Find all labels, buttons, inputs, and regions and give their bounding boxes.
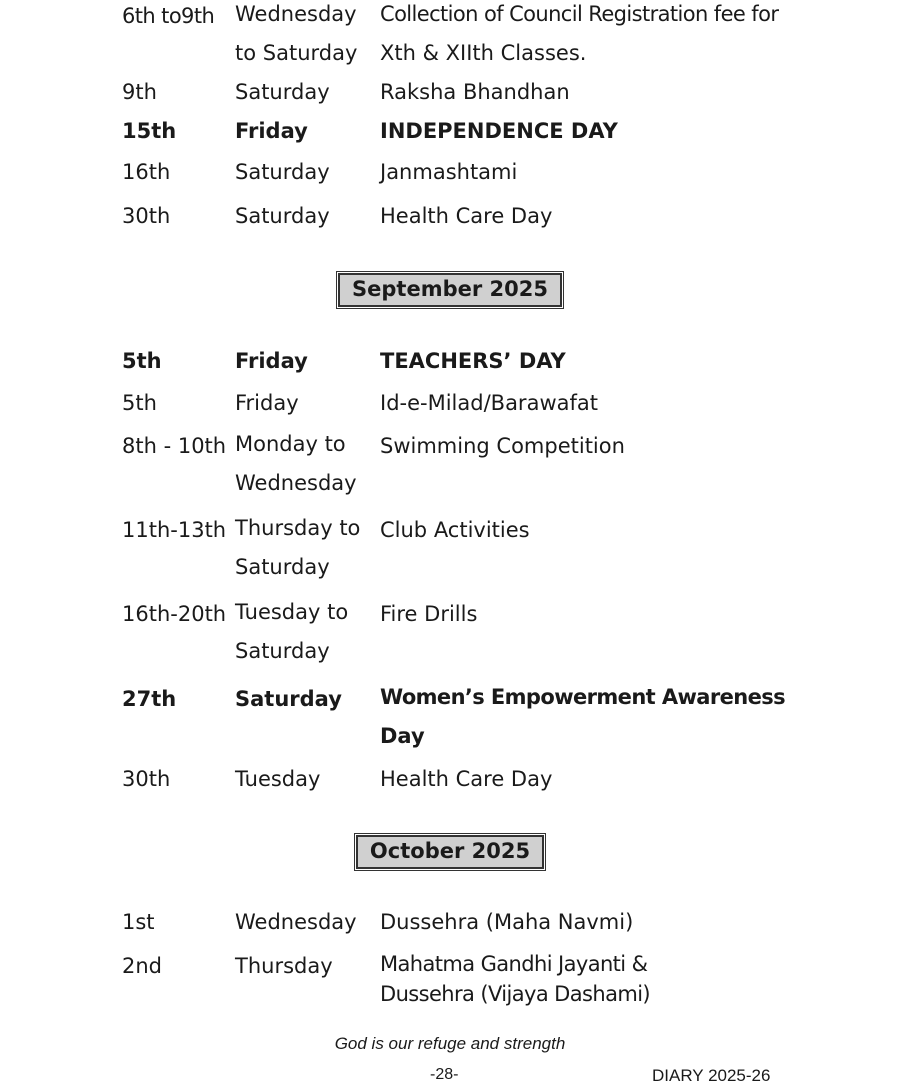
event-day: Wednesday [235,910,357,934]
event-description: Janmashtami [380,160,518,184]
event-day: Monday to [235,432,346,456]
event-date: 2nd [122,954,163,978]
event-day: to Saturday [235,41,358,65]
event-day: Friday [235,349,308,373]
event-description: Mahatma Gandhi Jayanti & [380,952,648,976]
page-number: -28- [430,1066,459,1083]
event-description: Women’s Empowerment Awareness [380,685,786,709]
event-description: Swimming Competition [380,434,625,458]
event-description: Raksha Bhandhan [380,80,570,104]
event-day: Tuesday to [235,600,349,624]
event-day: Saturday [235,555,330,579]
event-day: Saturday [235,160,330,184]
event-day: Thursday to [235,516,361,540]
event-day: Friday [235,119,308,143]
event-day: Wednesday [235,2,357,26]
event-date: 16th [122,160,171,184]
month-heading [0,273,900,307]
event-description: Id-e-Milad/Barawafat [380,391,598,415]
event-date: 30th [122,767,171,791]
event-description: TEACHERS’ DAY [380,349,566,373]
event-day: Saturday [235,687,342,711]
event-description: Fire Drills [380,602,478,626]
event-description: Xth & XIIth Classes. [380,41,587,65]
event-description: Dussehra (Maha Navmi) [380,910,634,934]
event-day: Tuesday [235,767,321,791]
diary-label: DIARY 2025-26 [652,1066,771,1085]
event-date: 5th [122,391,157,415]
event-date: 16th-20th [122,602,227,626]
event-description: Club Activities [380,518,530,542]
event-day: Saturday [235,80,330,104]
event-date: 27th [122,687,177,711]
event-description: Collection of Council Registration fee for [380,2,779,26]
event-description: Health Care Day [380,204,553,228]
event-description: Health Care Day [380,767,553,791]
month-heading [0,835,900,869]
event-day: Saturday [235,204,330,228]
event-date: 9th [122,80,157,104]
event-date: 8th - 10th [122,434,227,458]
event-day: Friday [235,391,299,415]
event-date: 5th [122,349,162,373]
footer-motto: God is our refuge and strength [334,1034,566,1053]
month-heading-label: October 2025 [356,835,544,869]
event-date: 30th [122,204,171,228]
event-description: INDEPENDENCE DAY [380,119,618,143]
event-date: 11th-13th [122,518,227,542]
event-day: Saturday [235,639,330,663]
event-date: 15th [122,119,177,143]
event-description: Dussehra (Vijaya Dashami) [380,982,651,1006]
event-day: Thursday [235,954,333,978]
event-description: Day [380,724,425,748]
event-date: 6th to9th [122,4,215,28]
month-heading-label: September 2025 [338,273,562,307]
event-day: Wednesday [235,471,357,495]
event-date: 1st [122,910,155,934]
